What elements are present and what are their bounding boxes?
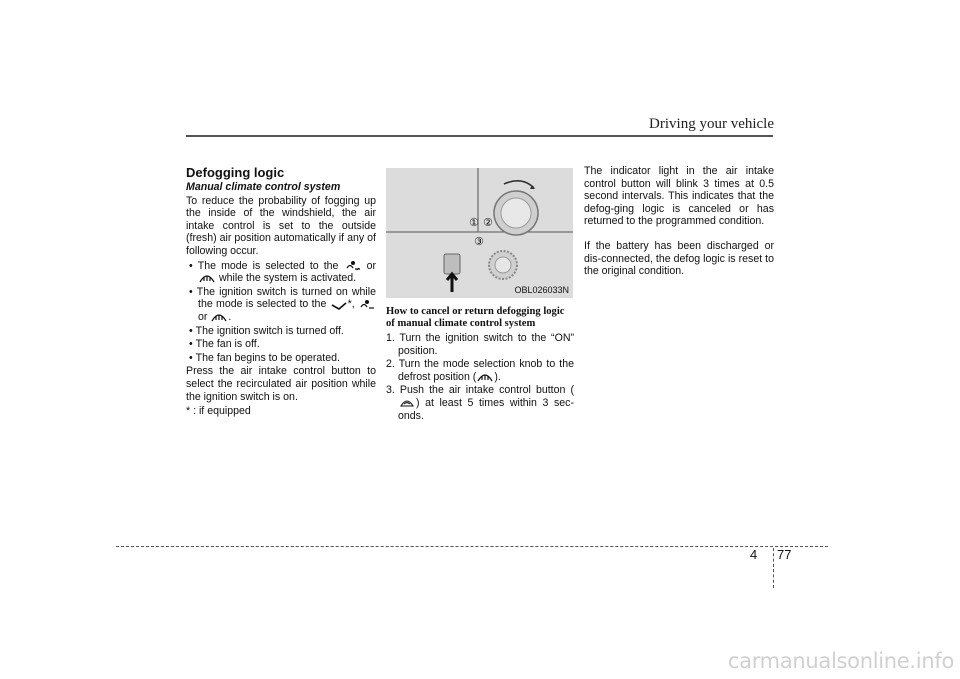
battery-paragraph: If the battery has been discharged or dis-connected, the defog logic is reset to the original condition. — [584, 239, 774, 278]
header-rule — [186, 135, 773, 137]
footnote: * : if equipped — [186, 405, 251, 418]
footer-rule — [116, 546, 828, 547]
list-item: 2. Turn the mode selection knob to the defrost position ( ). — [386, 358, 574, 383]
intro-paragraph: To reduce the probability of fogging up the inside of the windshield, the air intake control is set to the outside (fresh) air position automatically if any of following occur. — [186, 194, 376, 257]
cancel-steps — [386, 332, 574, 422]
defrost-mode-icon — [198, 272, 216, 284]
chapter-number: 4 — [750, 547, 758, 562]
list-item: • The ignition switch is turned on while the mode is selected to the *, or . — [189, 285, 377, 323]
running-header: Driving your vehicle — [649, 116, 774, 132]
cancel-heading: How to cancel or return defogging logic of manual climate control system — [386, 306, 565, 329]
column-2 — [386, 302, 574, 423]
column-3 — [584, 165, 774, 280]
footer-divider — [773, 548, 774, 588]
condition-list — [186, 260, 376, 365]
recirculation-paragraph: Press the air intake control button to select the recirculated air position while the ignition switch is on. — [186, 365, 376, 403]
recirculation-icon — [398, 397, 416, 409]
page-number: 77 — [777, 547, 792, 562]
defrost-mode-icon — [210, 311, 228, 323]
section-heading: Defogging logic — [186, 165, 285, 180]
section-subheading: Manual climate control system — [186, 181, 341, 193]
callout-2: ② — [483, 216, 493, 229]
column-1 — [186, 165, 376, 420]
list-item: • The fan is off. — [189, 338, 260, 351]
floor-defrost-mode-icon — [358, 299, 376, 311]
floor-defrost-mode-icon — [344, 260, 362, 272]
defrost-mode-icon — [476, 371, 494, 383]
control-panel-figure — [386, 168, 573, 298]
push-arrow-icon — [447, 274, 457, 292]
control-panel-illustration — [386, 168, 573, 298]
list-item: • The mode is selected to the or while the system is activated. — [189, 259, 376, 285]
watermark: carmanualsonline.info — [727, 649, 954, 673]
list-item: • The fan begins to be operated. — [189, 351, 340, 364]
figure-caption: OBL026033N — [514, 285, 569, 295]
list-item: 3. Push the air intake control button () at least 5 times within 3 sec-onds. — [386, 384, 574, 422]
list-item: 1. Turn the ignition switch to the “ON” position. — [386, 332, 574, 357]
floor-mode-icon — [330, 299, 348, 311]
list-item: • The ignition switch is turned off. — [189, 324, 344, 337]
air-intake-button — [444, 254, 460, 274]
callout-1: ① — [469, 216, 479, 229]
indicator-paragraph: The indicator light in the air intake control button will blink 3 times at 0.5 second intervals. This indicates that the defog-ging logic is canceled or has returned to the programmed condition. — [584, 165, 774, 228]
callout-3: ③ — [474, 235, 484, 248]
